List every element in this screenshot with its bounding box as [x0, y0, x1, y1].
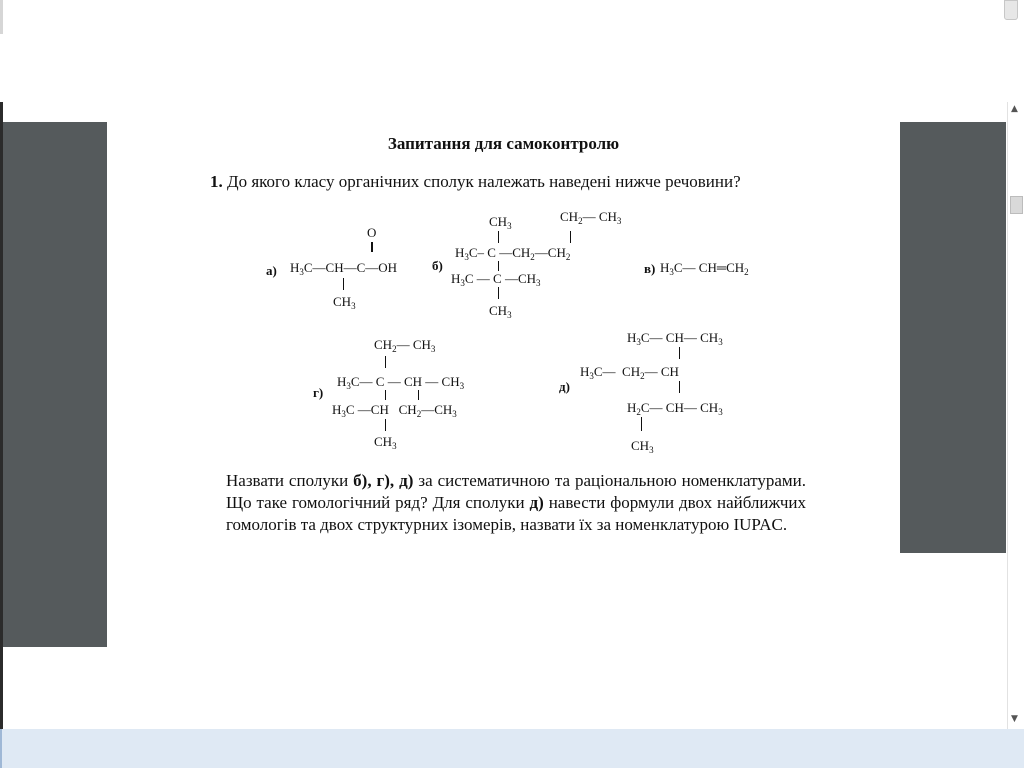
page-background-right — [900, 122, 1006, 553]
bottom-strip-edge — [0, 729, 2, 768]
formula-g-bottom-methyl: $CH_3$ — [374, 434, 397, 451]
formula-v: $H_3C—$ $CH═CH_2$ — [660, 260, 749, 277]
formula-a-main-chain: $H_3C—CH—C—OH$ — [290, 260, 398, 277]
window-left-edge — [0, 0, 3, 34]
formula-g-bond-4 — [385, 419, 386, 431]
formula-b-row-2: $H_3C$ — C $—CH_3$ — [451, 271, 541, 288]
label-v: в) — [644, 261, 656, 276]
formula-a-bond — [343, 278, 344, 290]
formula-a-double-bond — [371, 242, 373, 252]
formula-g-bond-2 — [385, 390, 386, 400]
paragraph-text-3: навести формули двох найближчих гомологів та двох структурних ізомерів, назвати їх за номенклатурою IUPAC. — [226, 493, 806, 534]
label-a: а) — [266, 263, 277, 278]
top-strip — [0, 0, 1024, 102]
formula-d-row-3: $H_2C—$ CH— $CH_3$ — [627, 400, 723, 417]
question-1 — [210, 172, 741, 192]
page-background-left — [3, 122, 107, 647]
formula-b-bottom-methyl: $CH_3$ — [489, 303, 512, 320]
formula-b-bond-3 — [498, 261, 499, 271]
formula-g-row-1: $H_3C—$ C — CH — $CH_3$ — [337, 374, 465, 391]
formula-b-row-1: $H_3C-$ C $—CH_2—CH_2$ — [455, 245, 571, 262]
question-text: До якого класу органічних сполук належать наведені нижче речовини? — [227, 172, 741, 191]
formula-d-bond-1 — [679, 347, 680, 359]
document-page — [107, 122, 900, 682]
paragraph-text-2: за систематичною та раціональною номенклатурами. Що таке гомологічний ряд? Для сполуки — [226, 471, 806, 512]
formula-g-top-ethyl: $CH_2—$ $CH_3$ — [374, 337, 436, 354]
scroll-thumb[interactable] — [1010, 196, 1023, 214]
paragraph-bold-1: б), г), д) — [353, 471, 414, 490]
formula-g-bond-3 — [418, 390, 419, 400]
bottom-strip — [0, 729, 1024, 768]
formula-d-bond-3 — [641, 417, 642, 431]
label-g: г) — [313, 385, 324, 400]
label-b: б) — [432, 258, 443, 273]
task-paragraph — [226, 470, 806, 536]
formula-b-bond-4 — [498, 287, 499, 299]
formula-g-bond-1 — [385, 356, 386, 368]
formula-b-top-ethyl: $CH_2—$ $CH_3$ — [560, 209, 622, 226]
formula-a-methyl: $CH_3$ — [333, 294, 356, 311]
label-d: д) — [559, 379, 570, 394]
formula-d-row-2: $H_3C—$ $CH_2—$ CH — [580, 364, 679, 381]
formula-g-row-2: $H_3C$ —CH $CH_2—CH_3$ — [332, 402, 457, 419]
scroll-up-arrow-icon[interactable]: ▲ — [1011, 104, 1018, 114]
formula-d-bond-2 — [679, 381, 680, 393]
formula-b-bond-2 — [570, 231, 571, 243]
paragraph-bold-2: д) — [529, 493, 544, 512]
formula-b-top-methyl: $CH_3$ — [489, 214, 512, 231]
paragraph-text-1: Назвати сполуки — [226, 471, 354, 490]
formula-b-bond-1 — [498, 231, 499, 243]
page-title: Запитання для самоконтролю — [387, 134, 620, 153]
question-number: 1. — [210, 172, 223, 191]
formula-d-row-1: $H_3C—$ CH— $CH_3$ — [627, 330, 723, 347]
scroll-down-arrow-icon[interactable]: ▼ — [1011, 714, 1018, 724]
formula-d-bottom-methyl: $CH_3$ — [631, 438, 654, 455]
window-control-button[interactable] — [1004, 0, 1018, 20]
formula-a-oxygen: O — [367, 225, 377, 240]
